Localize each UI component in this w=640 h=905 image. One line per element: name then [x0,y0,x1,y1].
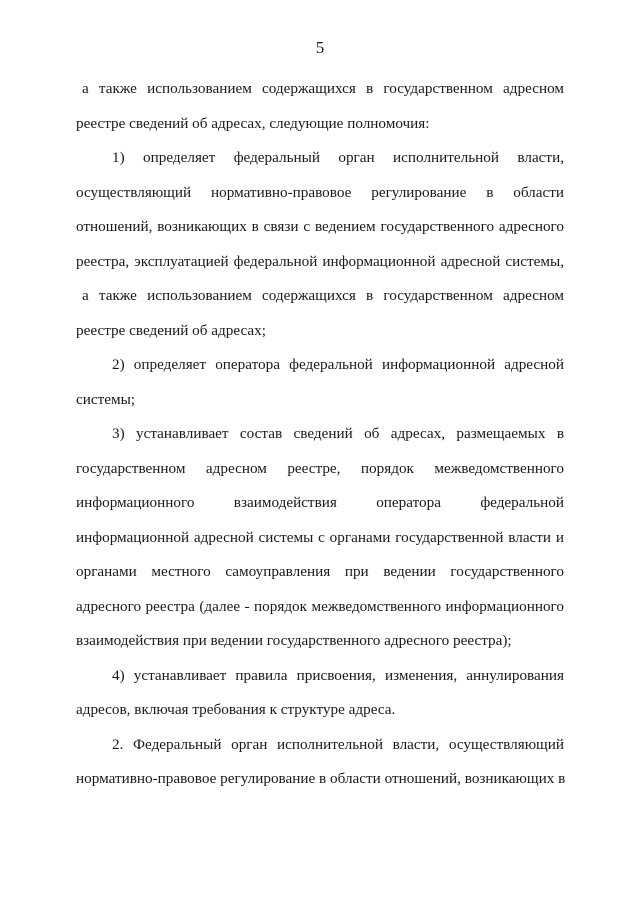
text-line: 2) определяет оператора федеральной информационной адресной [112,356,564,373]
text-line: органами местного самоуправления при ведении государственного [76,563,564,580]
text-line: 2. Федеральный орган исполнительной власти, осуществляющий [112,736,564,753]
text-line: государственном адресном реестре, порядок межведомственного [76,460,564,477]
page-number: 5 [315,38,325,57]
text-line: 1) определяет федеральный орган исполнительной власти, [112,149,564,166]
text-line: системы; [76,391,136,408]
text-line: реестра, эксплуатацией федеральной информационной адресной системы, [76,253,564,270]
text-line: адресов, включая требования к структуре адреса. [76,701,396,718]
text-line: нормативно-правовое регулирование в области отношений, возникающих в [76,770,566,787]
text-line: 4) устанавливает правила присвоения, изменения, аннулирования [112,667,564,684]
text-line: а также использованием содержащихся в государственном адресном [82,80,564,97]
text-line: взаимодействия при ведении государственного адресного реестра); [76,632,512,649]
text-line: 3) устанавливает состав сведений об адресах, размещаемых в [112,425,564,442]
text-line: адресного реестра (далее - порядок межведомственного информационного [76,598,564,615]
text-line: осуществляющий нормативно-правовое регулирование в области [76,184,564,201]
text-line: реестре сведений об адресах, следующие полномочия: [76,115,430,132]
text-line: а также использованием содержащихся в государственном адресном [82,287,564,304]
text-line: отношений, возникающих в связи с ведением государственного адресного [76,218,564,235]
text-line: реестре сведений об адресах; [76,322,266,339]
text-line: информационной адресной системы с органами государственной власти и [76,529,564,546]
text-line: информационного взаимодействия оператора федеральной [76,494,564,511]
